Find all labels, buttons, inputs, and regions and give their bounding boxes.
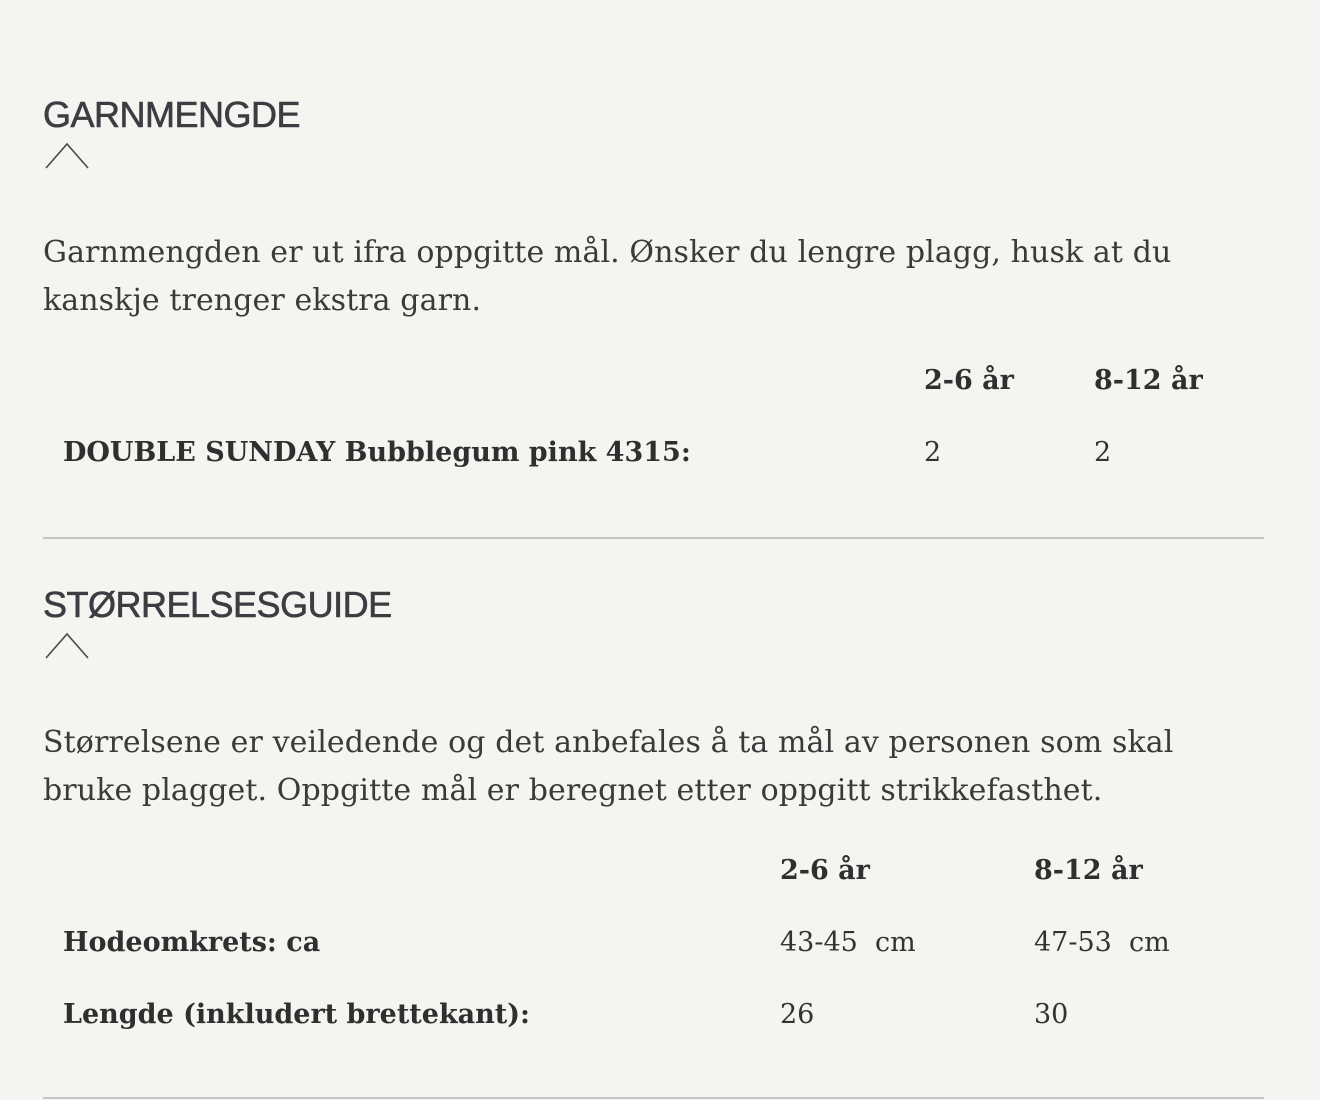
size-table-value: 26: [780, 999, 815, 1030]
size-table-row-label: Hodeomkrets: ca: [63, 927, 321, 958]
size-guide-section: [43, 585, 1264, 1055]
size-table-value: 30: [1034, 999, 1069, 1030]
section-divider: [43, 1097, 1264, 1099]
chevron-up-icon[interactable]: [45, 630, 89, 660]
yarn-amount-title[interactable]: GARNMENGDE: [43, 94, 301, 135]
yarn-table-row-label: DOUBLE SUNDAY Bubblegum pink 4315:: [63, 437, 691, 468]
yarn-table-value-size-2: 2: [1094, 437, 1112, 468]
chevron-up-icon[interactable]: [45, 140, 89, 170]
size-table-header-size-2: 8-12 år: [1034, 855, 1143, 886]
size-table-header-size-1: 2-6 år: [780, 855, 870, 886]
size-table-row-label: Lengde (inkludert brettekant):: [63, 999, 530, 1030]
yarn-table-header-size-1: 2-6 år: [924, 365, 1014, 396]
size-table-value: 47-53 cm: [1034, 927, 1170, 958]
size-guide-intro: Størrelsene er veiledende og det anbefales å ta mål av personen som skal bruke plagget. Oppgitte mål er beregnet etter oppgitt strikkefasthet.: [43, 725, 1174, 808]
yarn-table-value-size-1: 2: [924, 437, 942, 468]
yarn-table-header-size-2: 8-12 år: [1094, 365, 1203, 396]
size-guide-title[interactable]: STØRRELSESGUIDE: [43, 584, 392, 625]
yarn-amount-section: [43, 95, 1264, 515]
size-table-value: 43-45 cm: [780, 927, 916, 958]
yarn-amount-intro: Garnmengden er ut ifra oppgitte mål. Ønsker du lengre plagg, husk at du kanskje trenger ekstra garn.: [43, 235, 1172, 318]
section-divider: [43, 537, 1264, 539]
